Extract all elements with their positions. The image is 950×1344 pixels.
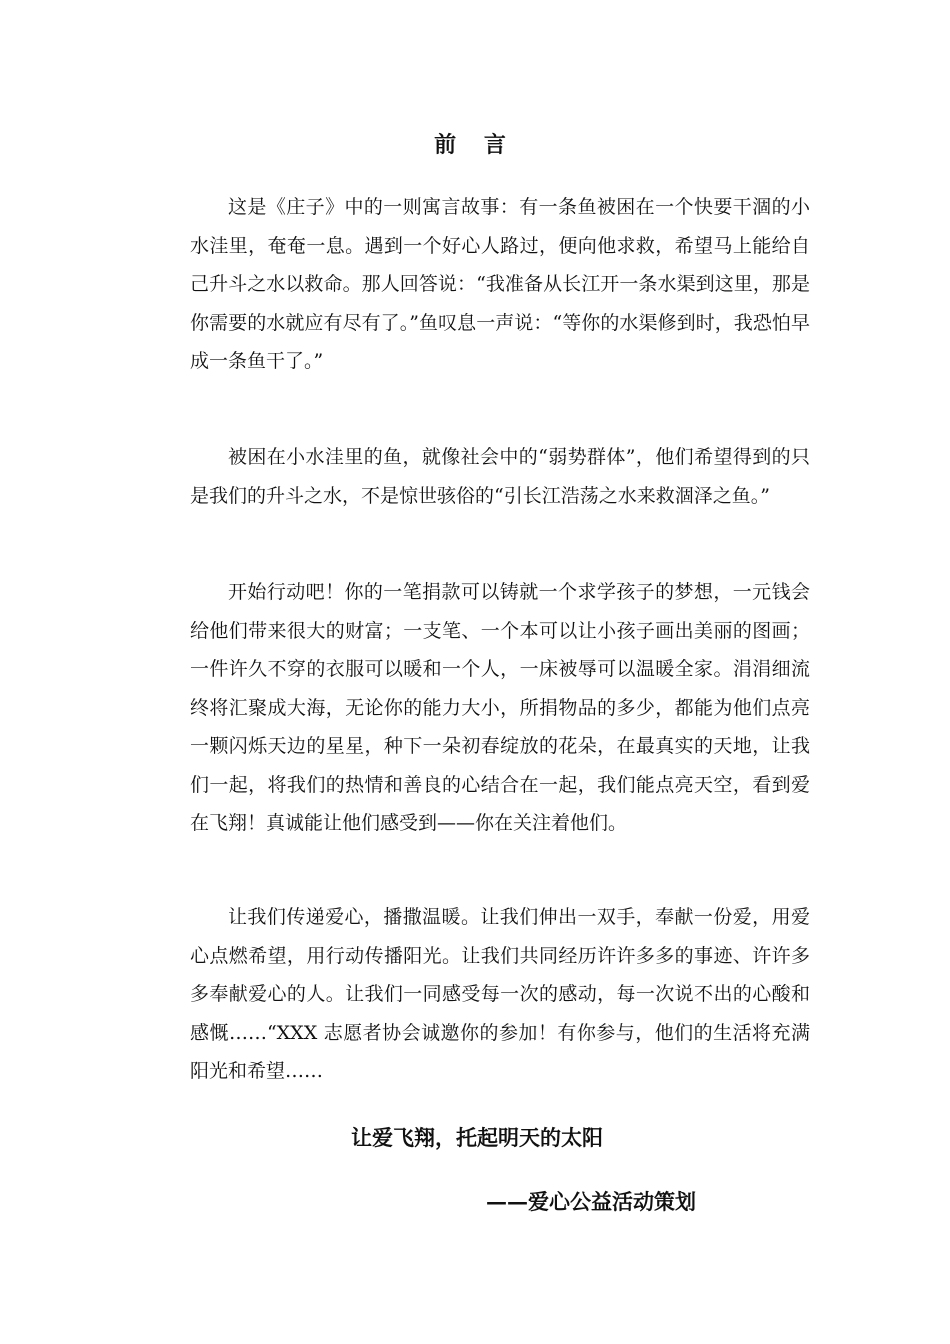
slogan-heading: 让爱飞翔，托起明天的太阳 bbox=[351, 1125, 603, 1150]
paragraph-invitation: 让我们传递爱心，播撒温暖。让我们伸出一双手，奉献一份爱，用爱心点燃希望，用行动传播阳光。让我们共同经历许许多多的事迹、许许多多奉献爱心的人。让我们一同感受每一次的感动，每一次说不出的心酸和感慨……“XXX 志愿者协会诚邀你的参加！有你参与，他们的生活将充满阳光和希望…… bbox=[190, 906, 810, 1082]
page-title: 前 言 bbox=[434, 132, 516, 158]
paragraph-vulnerable-groups: 被困在小水洼里的鱼，就像社会中的“弱势群体”，他们希望得到的只是我们的升斗之水，不是惊世骇俗的“引长江浩荡之水来救涸泽之鱼。” bbox=[190, 446, 810, 507]
plan-subtitle: ——爱心公益活动策划 bbox=[486, 1189, 696, 1214]
paragraph-call-to-action: 开始行动吧！你的一笔捐款可以铸就一个求学孩子的梦想，一元钱会给他们带来很大的财富；一支笔、一个本可以让小孩子画出美丽的图画；一件许久不穿的衣服可以暖和一个人，一床被辱可以温暖全家。涓涓细流终将汇聚成大海，无论你的能力大小，所捐物品的多少，都能为他们点亮一颗闪烁天边的星星，种下一朵初春绽放的花朵，在最真实的天地，让我们一起，将我们的热情和善良的心结合在一起，我们能点亮天空，看到爱在飞翔！真诚能让他们感受到——你在关注着他们。 bbox=[190, 581, 810, 834]
paragraph-fable: 这是《庄子》中的一则寓言故事：有一条鱼被困在一个快要干涸的小水洼里，奄奄一息。遇到一个好心人路过，便向他求救，希望马上能给自己升斗之水以救命。那人回答说：“我准备从长江开一条水渠到这里，那是你需要的水就应有尽有了。”鱼叹息一声说：“等你的水渠修到时，我恐怕早成一条鱼干了。” bbox=[190, 196, 810, 372]
